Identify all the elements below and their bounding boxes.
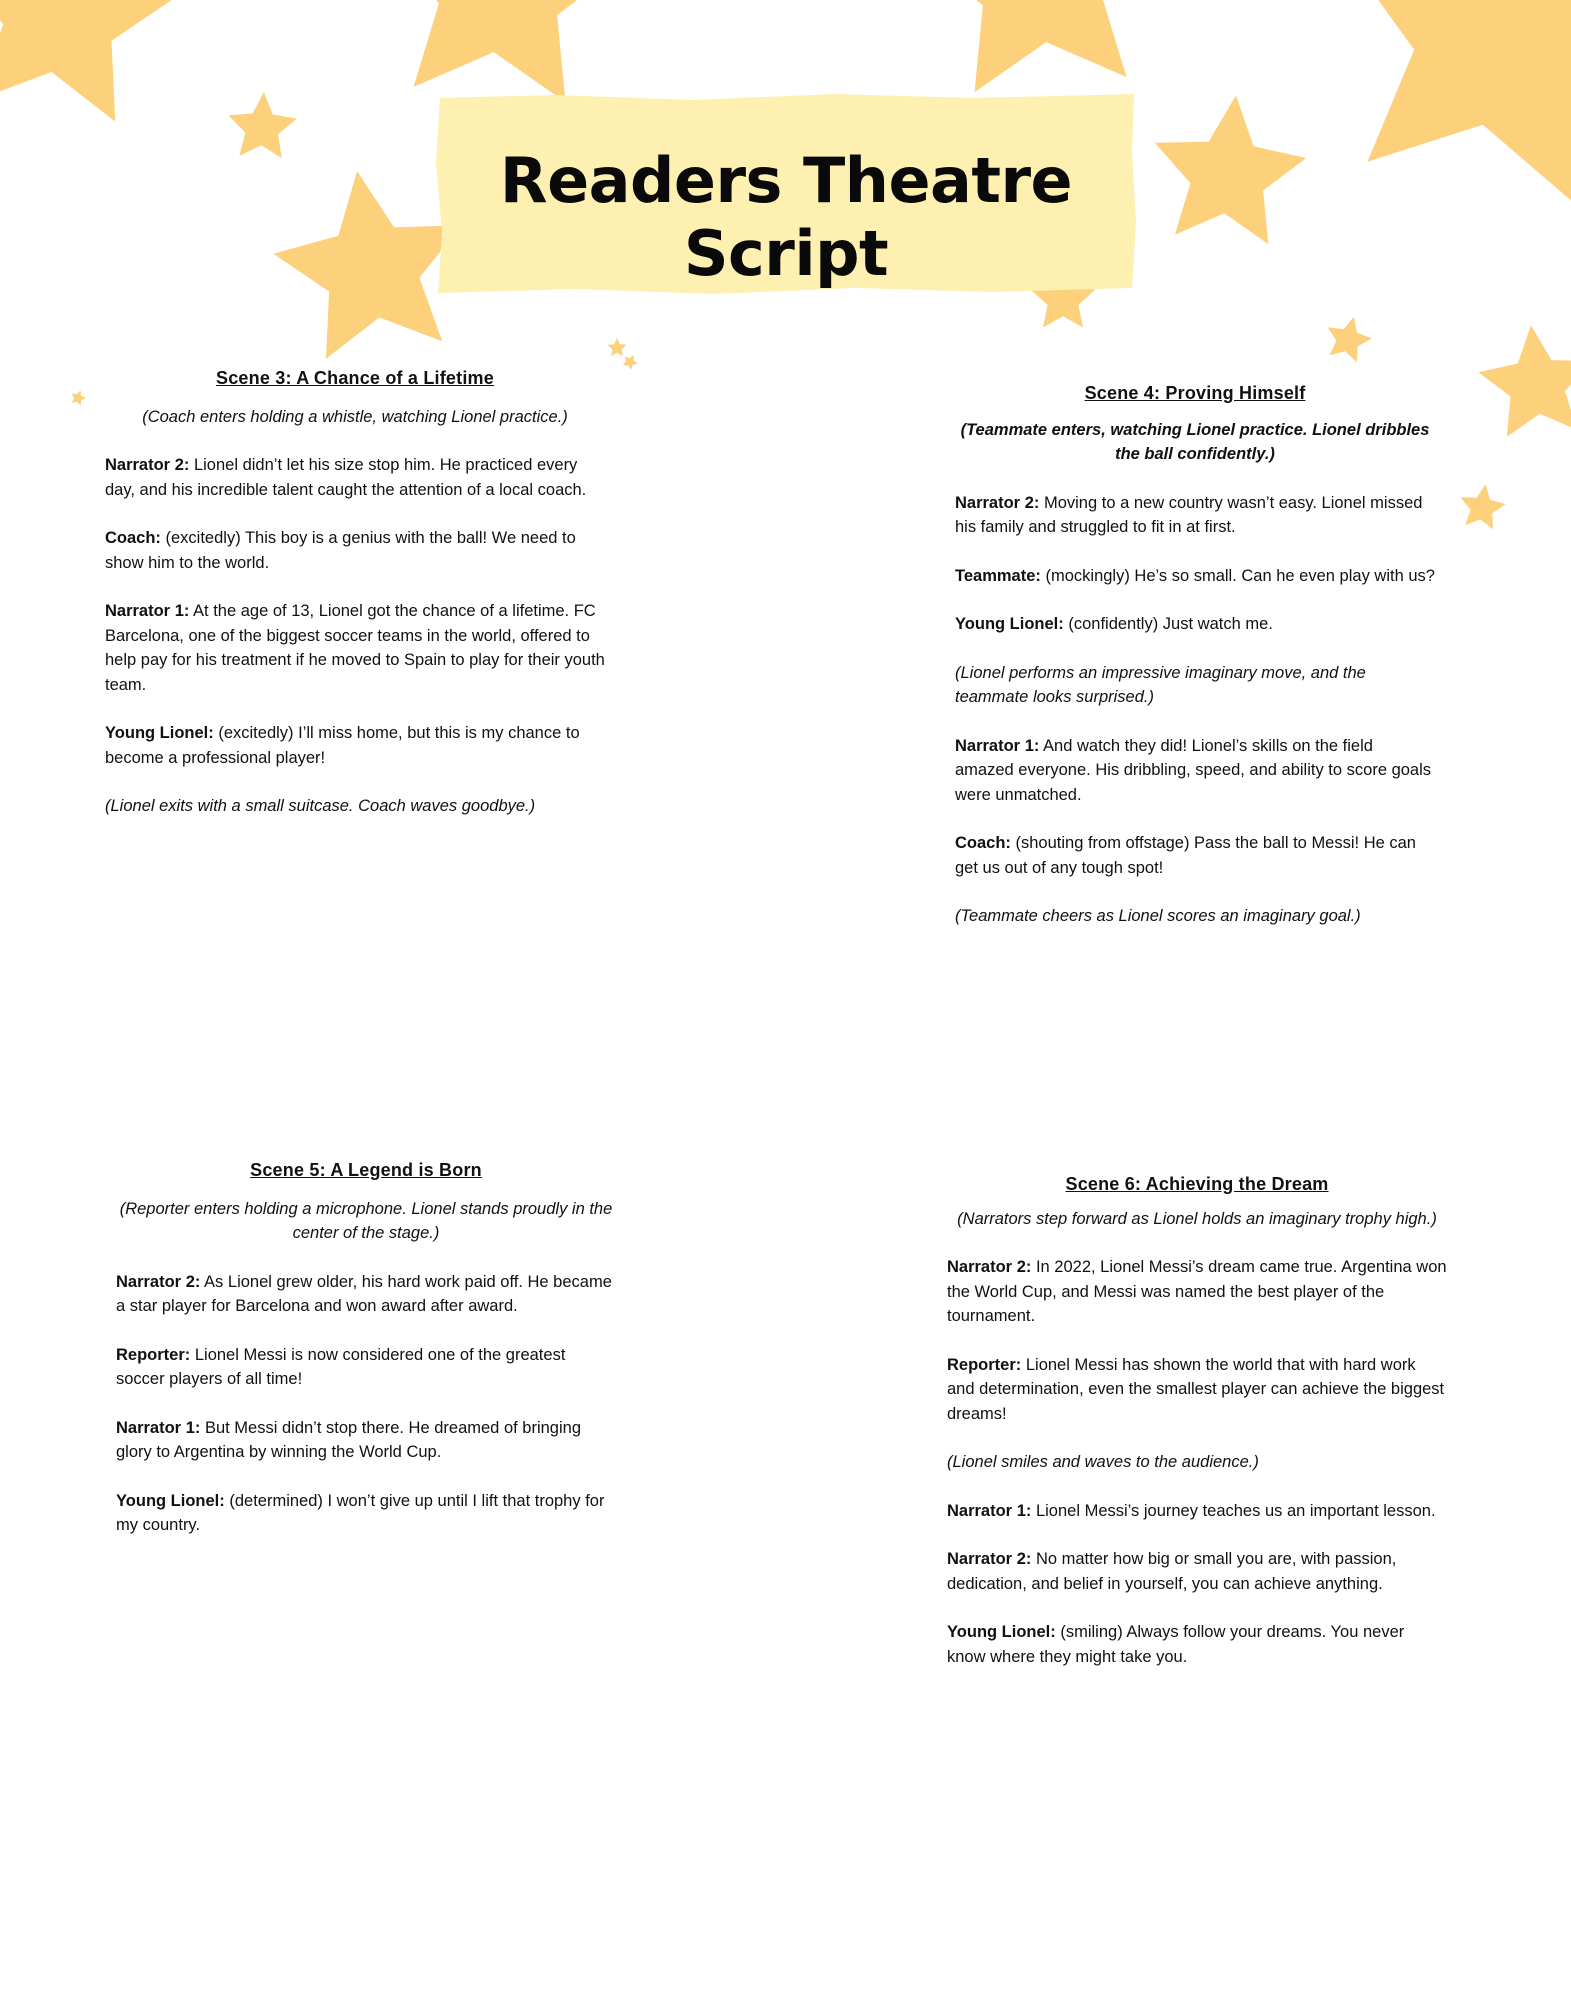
dialogue-line (955, 612, 1435, 637)
scene-3 (105, 366, 605, 843)
dialogue-line (116, 1343, 616, 1392)
star-icon (608, 338, 627, 356)
dialogue-text: No matter how big or small you are, with passion, dedication, and belief in yourself, you can achieve anything. (947, 1550, 1397, 1593)
dialogue-line (116, 1416, 616, 1465)
dialogue-line (955, 564, 1435, 589)
star-icon (623, 355, 638, 370)
speaker-name: Teammate: (955, 566, 1041, 585)
star-icon (913, 0, 1159, 92)
dialogue-line (955, 491, 1435, 540)
speaker-name: Young Lionel: (116, 1491, 225, 1510)
star-icon (381, 0, 627, 102)
star-icon (1155, 95, 1306, 244)
speaker-name: Reporter: (947, 1355, 1022, 1374)
star-icon (72, 390, 87, 405)
stage-direction-note: (Lionel smiles and waves to the audience.) (947, 1453, 1259, 1471)
dialogue-text: (confidently) Just watch me. (1063, 615, 1273, 633)
dialogue-line (955, 734, 1435, 808)
stage-direction-note: (Lionel performs an impressive imaginary move, and the teammate looks surprised.) (955, 663, 1366, 706)
title-banner (434, 92, 1138, 296)
dialogue-text: But Messi didn’t stop there. He dreamed of bringing glory to Argentina by winning the World Cup. (116, 1418, 581, 1461)
dialogue-line (116, 1270, 616, 1319)
speaker-name: Young Lionel: (947, 1623, 1056, 1641)
dialogue-text: Lionel Messi’s journey teaches us an important lesson. (1031, 1501, 1436, 1520)
star-icon (1328, 317, 1372, 363)
dialogue-line (947, 1547, 1447, 1596)
speaker-name: Reporter: (116, 1345, 191, 1364)
stage-direction: (Teammate enters, watching Lionel practice. Lionel dribbles the ball confidently.) (960, 420, 1430, 463)
dialogue-text: Lionel Messi is now considered one of the greatest soccer players of all time! (116, 1345, 566, 1388)
dialogue-text: (shouting from offstage) Pass the ball to Messi! He can get us out of any tough spot! (955, 834, 1416, 877)
stage-direction-closing: (Lionel exits with a small suitcase. Coach waves goodbye.) (105, 797, 536, 815)
stage-direction: (Narrators step forward as Lionel holds an imaginary trophy high.) (957, 1209, 1437, 1228)
speaker-name: Narrator 1: (947, 1501, 1032, 1520)
dialogue-text: (mockingly) He’s so small. Can he even play with us? (1040, 566, 1435, 585)
speaker-name: Coach: (105, 529, 161, 547)
dialogue-text: Lionel didn’t let his size stop him. He practiced every day, and his incredible talent caught the attention of a local coach. (105, 456, 587, 499)
speaker-name: Narrator 2: (955, 493, 1040, 512)
dialogue-line (105, 453, 605, 502)
speaker-name: Narrator 1: (105, 602, 190, 620)
dialogue-text: At the age of 13, Lionel got the chance of a lifetime. FC Barcelona, one of the biggest soccer teams in the world, offered to help pay for his treatment if he moved to Spain to play for their youth team. (105, 602, 605, 694)
stage-direction: (Reporter enters holding a microphone. Lionel stands proudly in the center of the stage.) (119, 1199, 613, 1242)
dialogue-line (947, 1499, 1447, 1524)
star-icon (1343, 0, 1571, 204)
star-icon (228, 92, 296, 158)
speaker-name: Young Lionel: (105, 724, 214, 742)
star-icon (1478, 325, 1571, 437)
scene-6 (947, 1172, 1447, 1693)
scene-title: Scene 4: Proving Himself (1084, 383, 1306, 403)
dialogue-line (947, 1353, 1447, 1427)
dialogue-line (105, 599, 605, 697)
speaker-name: Narrator 2: (116, 1272, 201, 1291)
dialogue-text: (determined) I won’t give up until I lift that trophy for my country. (116, 1491, 605, 1534)
speaker-name: Narrator 2: (105, 456, 190, 474)
dialogue-line (105, 721, 605, 770)
star-icon (1461, 484, 1506, 529)
dialogue-text: As Lionel grew older, his hard work paid off. He became a star player for Barcelona and won award after award. (116, 1272, 612, 1315)
speaker-name: Narrator 2: (947, 1550, 1032, 1568)
dialogue-text: And watch they did! Lionel’s skills on the field amazed everyone. His dribbling, speed, and ability to score goals were unmatched. (955, 736, 1432, 804)
dialogue-text: (excitedly) This boy is a genius with the ball! We need to show him to the world. (105, 529, 576, 572)
speaker-name: Young Lionel: (955, 615, 1064, 633)
dialogue-line (955, 831, 1435, 880)
dialogue-line (947, 1620, 1447, 1669)
dialogue-text: In 2022, Lionel Messi’s dream came true. Argentina won the World Cup, and Messi was named the best player of the tournament. (947, 1258, 1447, 1325)
speaker-name: Narrator 2: (947, 1258, 1032, 1276)
speaker-name: Narrator 1: (955, 736, 1040, 755)
scene-title: Scene 6: Achieving the Dream (1065, 1174, 1329, 1194)
page-title: Readers Theatre Script (499, 144, 1073, 290)
speaker-name: Coach: (955, 834, 1011, 852)
scene-4 (955, 381, 1435, 953)
stage-direction: (Coach enters holding a whistle, watching Lionel practice.) (142, 407, 568, 426)
dialogue-line (947, 1255, 1447, 1329)
dialogue-text: Lionel Messi has shown the world that with hard work and determination, even the smallest player can achieve the biggest dreams! (947, 1355, 1445, 1423)
scene-title: Scene 5: A Legend is Born (250, 1160, 482, 1180)
dialogue-text: (excitedly) I’ll miss home, but this is my chance to become a professional player! (105, 724, 580, 767)
speaker-name: Narrator 1: (116, 1418, 201, 1437)
dialogue-text: (smiling) Always follow your dreams. You never know where they might take you. (947, 1623, 1405, 1666)
stage-direction-closing: (Teammate cheers as Lionel scores an imaginary goal.) (955, 907, 1361, 925)
dialogue-line (105, 526, 605, 575)
dialogue-text: Moving to a new country wasn’t easy. Lionel missed his family and struggled to fit in at first. (955, 493, 1423, 536)
scene-5 (116, 1158, 616, 1562)
star-icon (0, 0, 178, 122)
scene-title: Scene 3: A Chance of a Lifetime (216, 368, 494, 388)
dialogue-line (116, 1489, 616, 1538)
